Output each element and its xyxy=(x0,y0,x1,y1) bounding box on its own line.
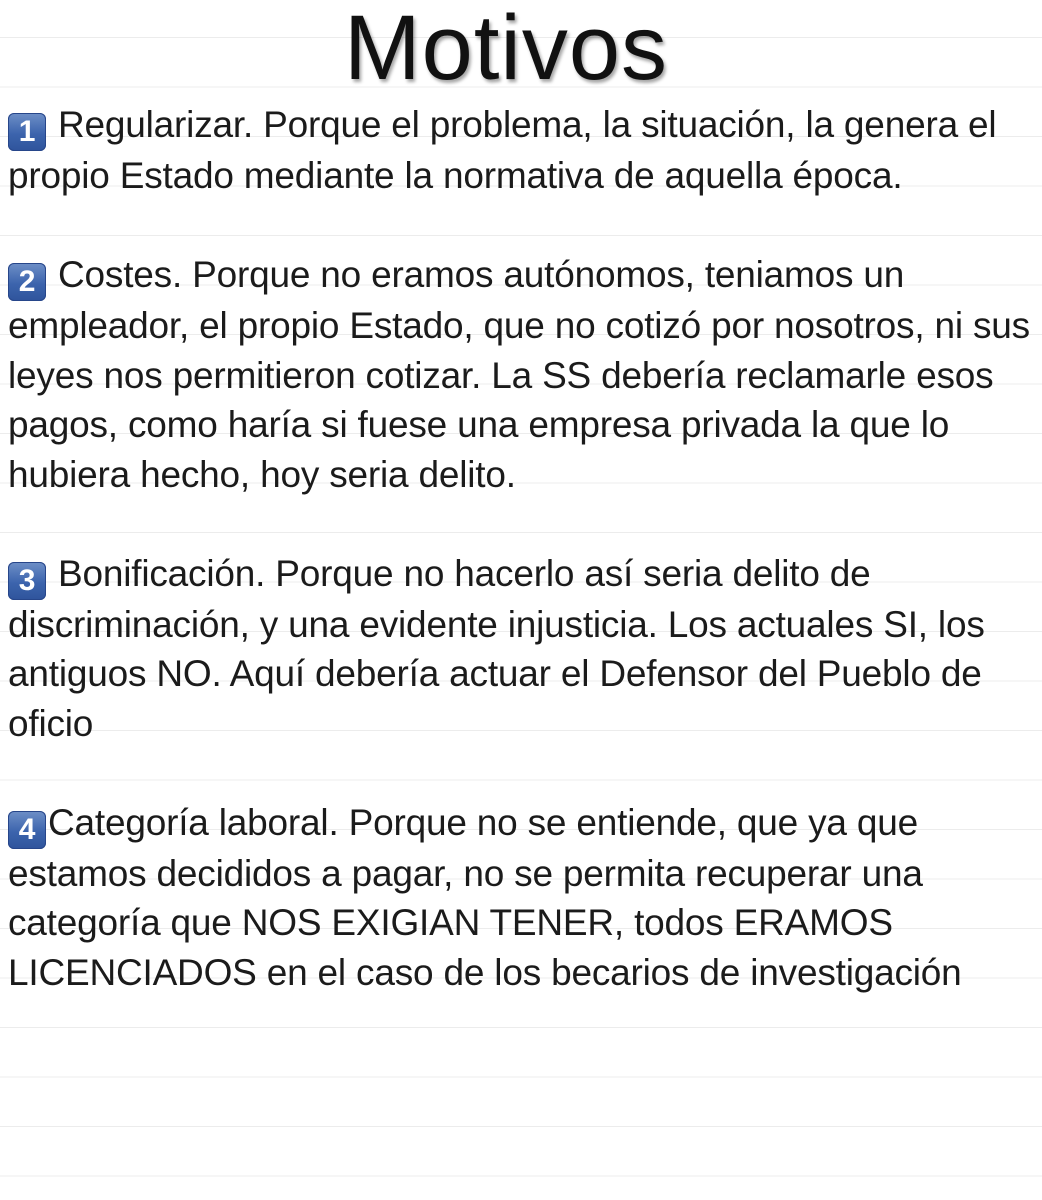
item-text: Regularizar. Porque el problema, la situación, la genera el propio Estado mediante la normativa de aquella época. xyxy=(8,104,997,196)
list-item xyxy=(8,100,1038,201)
keycap-number-icon: 4 xyxy=(8,811,46,849)
keycap-number-icon: 3 xyxy=(8,562,46,600)
list-item xyxy=(8,549,1038,749)
keycap-number-icon: 2 xyxy=(8,263,46,301)
item-text: Categoría laboral. Porque no se entiende, que ya que estamos decididos a pagar, no se permita recuperar una categoría que NOS EXIGIAN TENER, todos ERAMOS LICENCIADOS en el caso de los becarios de investigación xyxy=(8,801,962,993)
page-title: Motivos xyxy=(344,0,668,99)
list-item xyxy=(8,798,1038,998)
keycap-number-icon: 1 xyxy=(8,113,46,151)
item-text: Costes. Porque no eramos autónomos, teniamos un empleador, el propio Estado, que no cotizó por nosotros, ni sus leyes nos permitieron cotizar. La SS debería reclamarle esos pagos, como haría si fuese una empresa privada la que lo hubiera hecho, hoy seria delito. xyxy=(8,254,1030,495)
item-text: Bonificación. Porque no hacerlo así seria delito de discriminación, y una evidente injusticia. Los actuales SI, los antiguos NO. Aquí debería actuar el Defensor del Pueblo de oficio xyxy=(8,552,985,744)
list-item xyxy=(8,250,1038,499)
reasons-list xyxy=(8,100,1038,1047)
